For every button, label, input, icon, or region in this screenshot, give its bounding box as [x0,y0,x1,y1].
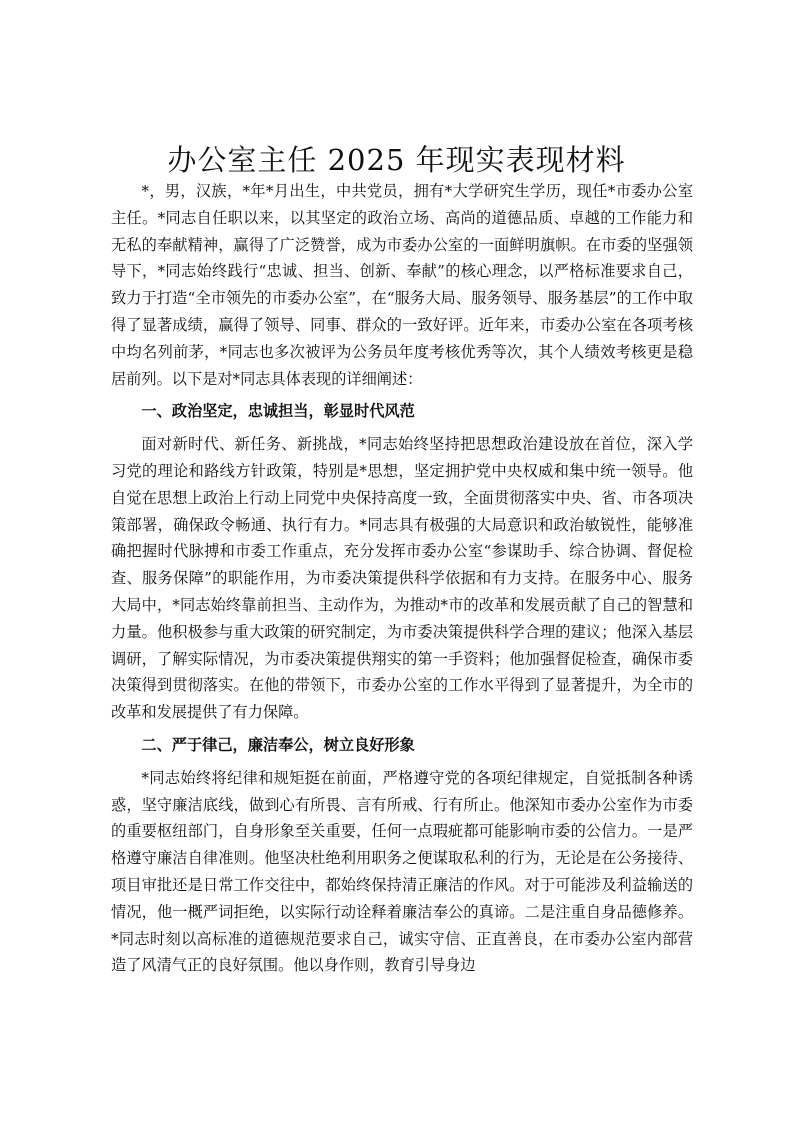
intro-paragraph: *，男，汉族，*年*月出生，中共党员，拥有*大学研究生学历，现任*市委办公室主任。*同志自任职以来，以其坚定的政治立场、高尚的道德品质、卓越的工作能力和无私的奉献精神，赢得了广泛赞誉，成为市委办公室的一面鲜明旗帜。在市委的坚强领导下，*同志始终践行“忠诚、担当、创新、奉献”的核心理念，以严格标准要求自己，致力于打造“全市领先的市委办公室”，在“服务大局、服务领导、服务基层”的工作中取得了显著成绩，赢得了领导、同事、群众的一致好评。近年来，市委办公室在各项考核中均名列前茅，*同志也多次被评为公务员年度考核优秀等次，其个人绩效考核更是稳居前列。以下是对*同志具体表现的详细阐述： [111,182,693,388]
document-title: 办公室主任 2025 年现实表现材料 [167,143,626,177]
section-paragraph-2: *同志始终将纪律和规矩挺在前面，严格遵守党的各项纪律规定，自觉抵制各种诱惑，坚守廉洁底线，做到心有所畏、言有所戒、行有所止。他深知市委办公室作为市委的重要枢纽部门，自身形象至关重要，任何一点瑕疵都可能影响市委的公信力。一是严格遵守廉洁自律准则。他坚决杜绝利用职务之便谋取私利的行为，无论是在公务接待、项目审批还是日常工作交往中，都始终保持清正廉洁的作风。对于可能涉及利益输送的情况，他一概严词拒绝，以实际行动诠释着廉洁奉公的真谛。二是注重自身品德修养。*同志时刻以高标准的道德规范要求自己，诚实守信、正直善良，在市委办公室内部营造了风清气正的良好氛围。他以身作则，教育引导身边 [111,768,693,975]
section-paragraph-1: 面对新时代、新任务、新挑战，*同志始终坚持把思想政治建设放在首位，深入学习党的理论和路线方针政策，特别是*思想，坚定拥护党中央权威和集中统一领导。他自觉在思想上政治上行动上同党中央保持高度一致，全面贯彻落实中央、省、市各项决策部署，确保政令畅通、执行有力。*同志具有极强的大局意识和政治敏锐性，能够准确把握时代脉搏和市委工作重点，充分发挥市委办公室“参谋助手、综合协调、督促检查、服务保障”的职能作用，为市委决策提供科学依据和有力支持。在服务中心、服务大局中，*同志始终靠前担当、主动作为，为推动*市的改革和发展贡献了自己的智慧和力量。他积极参与重大政策的研究制定，为市委决策提供科学合理的建议；他深入基层调研，了解实际情况，为市委决策提供翔实的第一手资料；他加强督促检查，确保市委决策得到贯彻落实。在他的带领下，市委办公室的工作水平得到了显著提升，为全市的改革和发展提供了有力保障。 [111,435,693,722]
document-body [111,178,693,979]
section-heading-2: 二、严于律己，廉洁奉公，树立良好形象 [141,735,415,754]
section-heading-1: 一、政治坚定，忠诚担当，彰显时代风范 [141,402,415,421]
